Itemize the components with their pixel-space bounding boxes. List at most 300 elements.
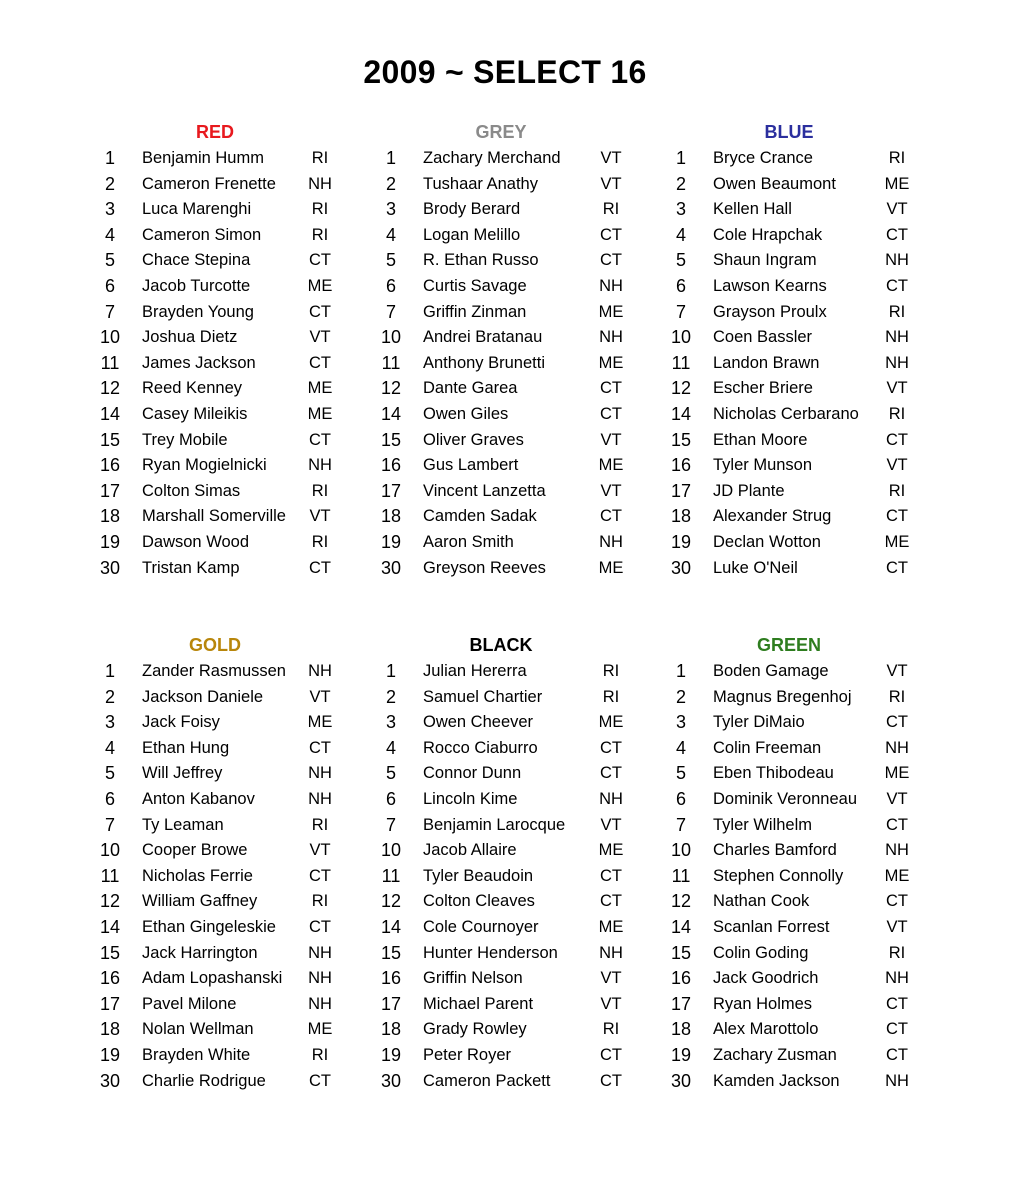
- roster-row: [376, 710, 676, 736]
- player-name: Marshall Somerville: [142, 507, 286, 526]
- player-state: RI: [888, 302, 906, 321]
- player-name: Cole Hrapchak: [713, 225, 823, 244]
- jersey-number: 19: [670, 1045, 692, 1065]
- player-state: VT: [600, 149, 622, 167]
- player-state: RI: [311, 892, 329, 911]
- roster-row: [666, 146, 966, 172]
- player-state: VT: [886, 456, 908, 475]
- jersey-number: 12: [380, 891, 402, 912]
- player-name: Zachary Merchand: [423, 149, 561, 167]
- player-state: CT: [886, 225, 908, 244]
- roster-row: [376, 659, 676, 685]
- jersey-number: 17: [670, 480, 692, 501]
- player-name: Eben Thibodeau: [713, 764, 834, 783]
- roster-row: [666, 479, 966, 505]
- player-name: Nicholas Ferrie: [142, 866, 253, 885]
- roster-row: [376, 1043, 676, 1069]
- player-state: ME: [598, 841, 624, 860]
- player-name: Jacob Turcotte: [142, 277, 251, 295]
- jersey-number: 2: [104, 173, 115, 194]
- player-state: ME: [598, 353, 624, 372]
- roster-row: [666, 915, 966, 941]
- roster-row: [666, 300, 966, 326]
- player-state: RI: [602, 662, 620, 680]
- player-name: Trey Mobile: [142, 430, 228, 449]
- jersey-number: 16: [99, 968, 121, 989]
- roster-row: [95, 1069, 395, 1095]
- jersey-number: 30: [670, 557, 692, 578]
- jersey-number: 19: [99, 532, 121, 552]
- player-name: Tyler Wilhelm: [713, 815, 813, 834]
- player-state: CT: [600, 379, 622, 398]
- player-state: CT: [600, 251, 622, 270]
- player-name: Chace Stepina: [142, 251, 251, 270]
- roster-row: [666, 659, 966, 685]
- jersey-number: 10: [670, 840, 692, 861]
- player-name: Cameron Simon: [142, 225, 262, 244]
- roster-row: [666, 428, 966, 454]
- player-name: Adam Lopashanski: [142, 969, 283, 988]
- player-name: Kamden Jackson: [713, 1071, 840, 1090]
- player-state: CT: [309, 353, 331, 372]
- player-name: Joshua Dietz: [142, 328, 238, 347]
- jersey-number: 6: [104, 276, 115, 296]
- player-name: Curtis Savage: [423, 277, 527, 295]
- roster-row: [95, 172, 395, 198]
- jersey-number: 12: [670, 891, 692, 912]
- roster-row: [95, 376, 395, 402]
- jersey-number: 6: [104, 789, 115, 809]
- player-name: Samuel Chartier: [423, 687, 543, 706]
- roster-row: [376, 1069, 676, 1095]
- player-state: CT: [886, 713, 908, 732]
- player-state: RI: [888, 687, 906, 706]
- team-name: GREEN: [756, 635, 821, 655]
- player-state: NH: [885, 841, 909, 860]
- player-name: Escher Briere: [713, 379, 813, 398]
- player-state: ME: [598, 302, 624, 321]
- jersey-number: 5: [104, 250, 115, 271]
- player-state: CT: [309, 1071, 331, 1090]
- jersey-number: 10: [99, 327, 121, 348]
- roster-row: [666, 197, 966, 223]
- player-state: CT: [600, 405, 622, 423]
- roster-row: [95, 248, 395, 274]
- roster-row: [95, 736, 395, 762]
- jersey-number: 11: [100, 352, 120, 373]
- player-name: Colton Cleaves: [423, 892, 535, 911]
- player-name: William Gaffney: [142, 892, 258, 911]
- roster-row: [95, 889, 395, 915]
- jersey-number: 14: [99, 404, 121, 424]
- roster-row: [95, 659, 395, 685]
- jersey-number: 11: [100, 865, 120, 886]
- player-state: NH: [885, 969, 909, 988]
- player-state: VT: [309, 328, 331, 347]
- player-name: Owen Beaumont: [713, 174, 836, 193]
- player-state: RI: [888, 405, 906, 423]
- roster-row: [376, 736, 676, 762]
- jersey-number: 30: [380, 557, 402, 578]
- jersey-number: 17: [380, 993, 402, 1014]
- roster-row: [666, 685, 966, 711]
- player-name: Ryan Mogielnicki: [142, 456, 267, 475]
- player-state: RI: [311, 481, 329, 500]
- roster-row: [376, 838, 676, 864]
- player-name: Benjamin Humm: [142, 149, 264, 167]
- jersey-number: 5: [385, 250, 396, 271]
- player-name: Jack Goodrich: [713, 969, 819, 988]
- player-state: CT: [886, 558, 908, 577]
- roster-row: [666, 1043, 966, 1069]
- jersey-number: 15: [670, 429, 692, 450]
- player-state: ME: [598, 713, 624, 732]
- player-state: CT: [309, 558, 331, 577]
- player-state: NH: [308, 969, 332, 988]
- jersey-number: 3: [675, 199, 686, 220]
- player-state: CT: [886, 1046, 908, 1064]
- player-state: VT: [886, 379, 908, 398]
- jersey-number: 15: [380, 942, 402, 963]
- player-state: NH: [308, 174, 332, 193]
- player-name: Nolan Wellman: [142, 1020, 254, 1039]
- roster-row: [95, 479, 395, 505]
- player-name: Bryce Crance: [713, 149, 813, 167]
- player-state: CT: [309, 738, 331, 757]
- jersey-number: 11: [671, 865, 691, 886]
- player-state: VT: [600, 994, 622, 1013]
- player-name: Ethan Gingeleskie: [142, 918, 276, 936]
- team-name: BLACK: [469, 635, 533, 655]
- roster-row: [376, 479, 676, 505]
- jersey-number: 3: [385, 712, 396, 733]
- player-state: ME: [884, 533, 910, 551]
- roster-row: [666, 325, 966, 351]
- player-name: Rocco Ciaburro: [423, 738, 538, 757]
- player-name: Camden Sadak: [423, 507, 537, 526]
- player-state: CT: [886, 815, 908, 834]
- player-name: Ty Leaman: [142, 815, 224, 834]
- player-name: Colin Goding: [713, 943, 809, 962]
- player-name: Cameron Packett: [423, 1071, 551, 1090]
- jersey-number: 16: [670, 455, 692, 476]
- player-name: Tyler DiMaio: [713, 713, 805, 732]
- roster-row: [95, 453, 395, 479]
- jersey-number: 7: [104, 301, 115, 322]
- player-state: ME: [884, 866, 910, 885]
- player-state: NH: [885, 738, 909, 757]
- jersey-number: 15: [99, 942, 121, 963]
- player-state: ME: [884, 764, 910, 783]
- roster-row: [95, 1043, 395, 1069]
- roster-row: [666, 787, 966, 813]
- jersey-number: 7: [385, 301, 396, 322]
- roster-row: [666, 530, 966, 556]
- player-name: Oliver Graves: [423, 430, 524, 449]
- jersey-number: 1: [385, 148, 396, 168]
- jersey-number: 18: [99, 1019, 121, 1040]
- jersey-number: 10: [380, 327, 402, 348]
- player-state: RI: [311, 533, 329, 551]
- player-name: Grady Rowley: [423, 1020, 527, 1039]
- player-name: Benjamin Larocque: [423, 815, 566, 834]
- roster-row: [376, 813, 676, 839]
- player-state: VT: [309, 841, 331, 860]
- player-state: VT: [886, 662, 908, 680]
- player-state: CT: [600, 738, 622, 757]
- player-name: Brayden White: [142, 1046, 251, 1064]
- jersey-number: 16: [99, 455, 121, 476]
- player-state: CT: [600, 892, 622, 911]
- jersey-number: 17: [99, 993, 121, 1014]
- player-name: Gus Lambert: [423, 456, 519, 475]
- roster-row: [666, 941, 966, 967]
- player-state: ME: [884, 174, 910, 193]
- player-name: Kellen Hall: [713, 200, 792, 219]
- player-name: Grayson Proulx: [713, 302, 827, 321]
- player-state: VT: [309, 507, 331, 526]
- player-name: Dawson Wood: [142, 533, 250, 551]
- player-name: Tristan Kamp: [142, 558, 240, 577]
- player-state: CT: [309, 251, 331, 270]
- player-name: Julian Hererra: [423, 662, 527, 680]
- player-state: NH: [308, 456, 332, 475]
- jersey-number: 2: [675, 173, 686, 194]
- player-state: NH: [308, 790, 332, 808]
- player-state: NH: [308, 994, 332, 1013]
- roster-row: [95, 402, 395, 428]
- player-name: Vincent Lanzetta: [423, 481, 546, 500]
- player-name: Jacob Allaire: [423, 841, 517, 860]
- jersey-number: 2: [385, 686, 396, 707]
- player-state: RI: [311, 815, 329, 834]
- player-state: ME: [598, 558, 624, 577]
- player-name: Cooper Browe: [142, 841, 248, 860]
- roster-row: [376, 941, 676, 967]
- player-name: Jack Harrington: [142, 943, 258, 962]
- player-state: CT: [600, 225, 622, 244]
- player-state: NH: [308, 943, 332, 962]
- player-state: NH: [885, 1071, 909, 1090]
- player-name: Brayden Young: [142, 302, 254, 321]
- player-state: CT: [600, 507, 622, 526]
- player-state: RI: [311, 1046, 329, 1064]
- roster-row: [95, 992, 395, 1018]
- jersey-number: 1: [675, 148, 686, 168]
- jersey-number: 19: [670, 532, 692, 552]
- player-state: RI: [311, 200, 329, 219]
- jersey-number: 7: [675, 814, 686, 835]
- roster-row: [376, 351, 676, 377]
- player-state: RI: [888, 943, 906, 962]
- jersey-number: 14: [670, 917, 692, 937]
- roster-row: [95, 197, 395, 223]
- player-name: Peter Royer: [423, 1046, 512, 1064]
- jersey-number: 12: [380, 378, 402, 399]
- player-state: CT: [886, 1020, 908, 1039]
- roster-row: [376, 453, 676, 479]
- jersey-number: 11: [381, 352, 401, 373]
- jersey-number: 14: [670, 404, 692, 424]
- jersey-number: 3: [104, 712, 115, 733]
- player-state: VT: [600, 430, 622, 449]
- jersey-number: 4: [385, 737, 396, 758]
- roster-row: [376, 864, 676, 890]
- player-name: Anton Kabanov: [142, 790, 255, 808]
- player-name: Tyler Beaudoin: [423, 866, 534, 885]
- roster-row: [666, 351, 966, 377]
- player-name: Pavel Milone: [142, 994, 237, 1013]
- roster-row: [95, 787, 395, 813]
- player-name: Magnus Bregenhoj: [713, 687, 852, 706]
- jersey-number: 19: [380, 1045, 402, 1065]
- player-name: JD Plante: [713, 481, 785, 500]
- player-name: Jackson Daniele: [142, 687, 264, 706]
- player-state: ME: [307, 405, 333, 423]
- player-name: Colin Freeman: [713, 738, 822, 757]
- player-state: CT: [600, 866, 622, 885]
- player-name: Scanlan Forrest: [713, 918, 830, 936]
- roster-row: [376, 1017, 676, 1043]
- player-name: Charles Bamford: [713, 841, 837, 860]
- jersey-number: 17: [99, 480, 121, 501]
- roster-row: [666, 1069, 966, 1095]
- roster-row: [376, 504, 676, 530]
- roster-row: [376, 787, 676, 813]
- player-state: CT: [886, 892, 908, 911]
- player-name: Reed Kenney: [142, 379, 242, 398]
- jersey-number: 1: [104, 148, 115, 168]
- jersey-number: 12: [670, 378, 692, 399]
- jersey-number: 14: [380, 917, 402, 937]
- player-name: Logan Melillo: [423, 225, 521, 244]
- player-name: Casey Mileikis: [142, 405, 248, 423]
- player-name: Dante Garea: [423, 379, 518, 398]
- jersey-number: 17: [380, 480, 402, 501]
- player-name: Griffin Nelson: [423, 969, 523, 988]
- player-name: Zachary Zusman: [713, 1046, 837, 1064]
- player-name: Owen Giles: [423, 405, 509, 423]
- player-state: NH: [308, 662, 332, 680]
- roster-row: [666, 761, 966, 787]
- player-state: RI: [888, 481, 906, 500]
- roster-row: [95, 761, 395, 787]
- jersey-number: 6: [675, 276, 686, 296]
- player-name: Luca Marenghi: [142, 200, 252, 219]
- roster-row: [666, 172, 966, 198]
- jersey-number: 5: [675, 250, 686, 271]
- player-name: Connor Dunn: [423, 764, 522, 783]
- jersey-number: 1: [385, 661, 396, 681]
- player-name: Dominik Veronneau: [713, 790, 858, 808]
- team-name: BLUE: [764, 122, 814, 142]
- jersey-number: 19: [380, 532, 402, 552]
- player-state: ME: [307, 713, 333, 732]
- roster-row: [95, 813, 395, 839]
- player-state: NH: [599, 943, 623, 962]
- player-name: Declan Wotton: [713, 533, 821, 551]
- player-state: ME: [307, 277, 333, 295]
- roster-row: [95, 966, 395, 992]
- player-state: CT: [600, 764, 622, 783]
- player-name: Charlie Rodrigue: [142, 1071, 266, 1090]
- jersey-number: 30: [380, 1070, 402, 1091]
- player-state: ME: [598, 918, 624, 936]
- roster-row: [376, 889, 676, 915]
- jersey-number: 11: [381, 865, 401, 886]
- roster-row: [376, 223, 676, 249]
- player-state: ME: [598, 456, 624, 475]
- player-name: Hunter Henderson: [423, 943, 558, 962]
- roster-row: [376, 761, 676, 787]
- jersey-number: 18: [380, 506, 402, 527]
- player-state: RI: [311, 225, 329, 244]
- player-state: CT: [309, 430, 331, 449]
- jersey-number: 15: [99, 429, 121, 450]
- jersey-number: 6: [385, 789, 396, 809]
- jersey-number: 12: [99, 891, 121, 912]
- player-name: Griffin Zinman: [423, 302, 527, 321]
- player-state: CT: [600, 1046, 622, 1064]
- roster-row: [95, 274, 395, 300]
- roster-row: [666, 556, 966, 582]
- roster-row: [666, 966, 966, 992]
- player-name: Colton Simas: [142, 481, 241, 500]
- jersey-number: 4: [104, 224, 115, 245]
- jersey-number: 18: [670, 1019, 692, 1040]
- player-state: VT: [600, 174, 622, 193]
- jersey-number: 5: [104, 763, 115, 784]
- roster-row: [376, 428, 676, 454]
- roster-row: [376, 992, 676, 1018]
- roster-row: [95, 504, 395, 530]
- player-state: RI: [602, 687, 620, 706]
- jersey-number: 18: [670, 506, 692, 527]
- player-state: VT: [600, 815, 622, 834]
- player-name: Andrei Bratanau: [423, 328, 543, 347]
- player-name: Michael Parent: [423, 994, 534, 1013]
- player-name: Luke O'Neil: [713, 558, 798, 577]
- roster-row: [666, 838, 966, 864]
- jersey-number: 19: [99, 1045, 121, 1065]
- roster-row: [95, 146, 395, 172]
- player-name: Nicholas Cerbarano: [713, 405, 859, 423]
- jersey-number: 6: [675, 789, 686, 809]
- roster-row: [376, 530, 676, 556]
- roster-row: [376, 172, 676, 198]
- roster-row: [376, 274, 676, 300]
- jersey-number: 30: [670, 1070, 692, 1091]
- jersey-number: 10: [380, 840, 402, 861]
- roster-row: [666, 1017, 966, 1043]
- jersey-number: 3: [385, 199, 396, 220]
- player-state: CT: [886, 430, 908, 449]
- jersey-number: 5: [385, 763, 396, 784]
- team-name: GREY: [475, 122, 527, 142]
- roster-row: [95, 530, 395, 556]
- roster-row: [376, 685, 676, 711]
- player-name: Zander Rasmussen: [142, 662, 286, 680]
- player-name: Greyson Reeves: [423, 558, 546, 577]
- player-name: Stephen Connolly: [713, 866, 844, 885]
- player-name: Ethan Hung: [142, 738, 230, 757]
- roster-row: [666, 813, 966, 839]
- player-name: Cole Cournoyer: [423, 918, 539, 936]
- player-name: James Jackson: [142, 353, 256, 372]
- jersey-number: 16: [380, 968, 402, 989]
- player-state: NH: [599, 790, 623, 808]
- player-name: Tushaar Anathy: [423, 174, 538, 193]
